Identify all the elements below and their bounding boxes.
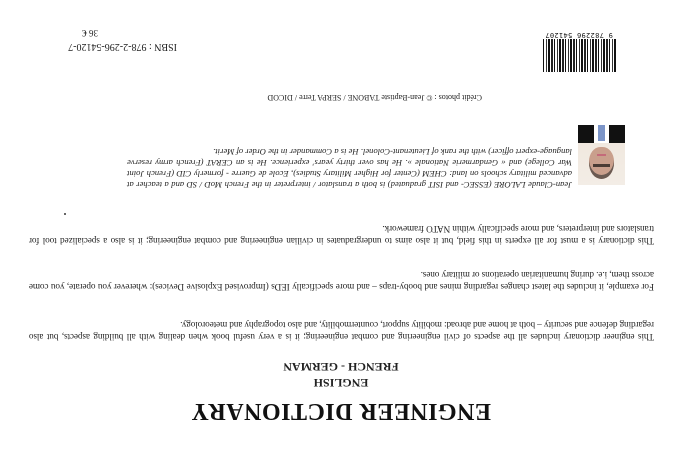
language-french-german: FRENCH - GERMAN [283, 360, 399, 374]
photo-credits: Crédit photos : © Jean-Baptiste TABONE / SERPA Terre / DICOD [267, 93, 482, 102]
barcode-icon [538, 30, 620, 72]
book-title: ENGINEER DICTIONARY [190, 398, 492, 424]
price-label: 36 € [82, 28, 98, 38]
stray-dot [64, 213, 66, 215]
author-mouth [597, 154, 606, 156]
author-photo [578, 125, 625, 185]
barcode-bars [542, 38, 616, 72]
author-bio: Jean-Claude LALORE (ESSEC- and ISIT graduated) is both a translator / interpreter in the French MoD / SD and a teacher at advanced military schools on land: CHEM (Center for Higher Military Studies), Ecole de Guerre - formerly CID (French Joint War College) and « Gendarmerie Nationale ». He has over thirty years' experience. He is an CERAT (French army reserve language-expert officer) with the rank of Lieutenant-Colonel. He is a Commander in the Order of Merit. [127, 147, 572, 190]
description-paragraph-1: This engineer dictionary includes all the aspects of civil engineering and combat engineering; it is a very useful book when dealing with all building aspects, but also regarding defence and security – both at home and abroad: mobility support, countermobility, and also topography and meteorology. [29, 320, 654, 342]
author-glasses [593, 161, 610, 167]
author-tie [598, 125, 605, 141]
description-paragraph-3: This dictionary is a must for all experts in this field, but it also aims to undergraduates in civilian engineering and combat engineering; it is also a specialized tool for translators and interpreters, and more specifically within NATO framework. [29, 224, 654, 246]
isbn-number: ISBN : 978-2-296-54120-7 [68, 41, 177, 52]
description-paragraph-2: For example, it includes the latest changes regarding mines and booby-traps – and more specifically IEDs (Improvised Explosive Devices): wherever you operate, you come across them, i.e. during humanitarian operations or military ones. [29, 270, 654, 292]
barcode-digits: 9 782296 541207 [538, 31, 620, 39]
language-english: ENGLISH [313, 376, 369, 390]
